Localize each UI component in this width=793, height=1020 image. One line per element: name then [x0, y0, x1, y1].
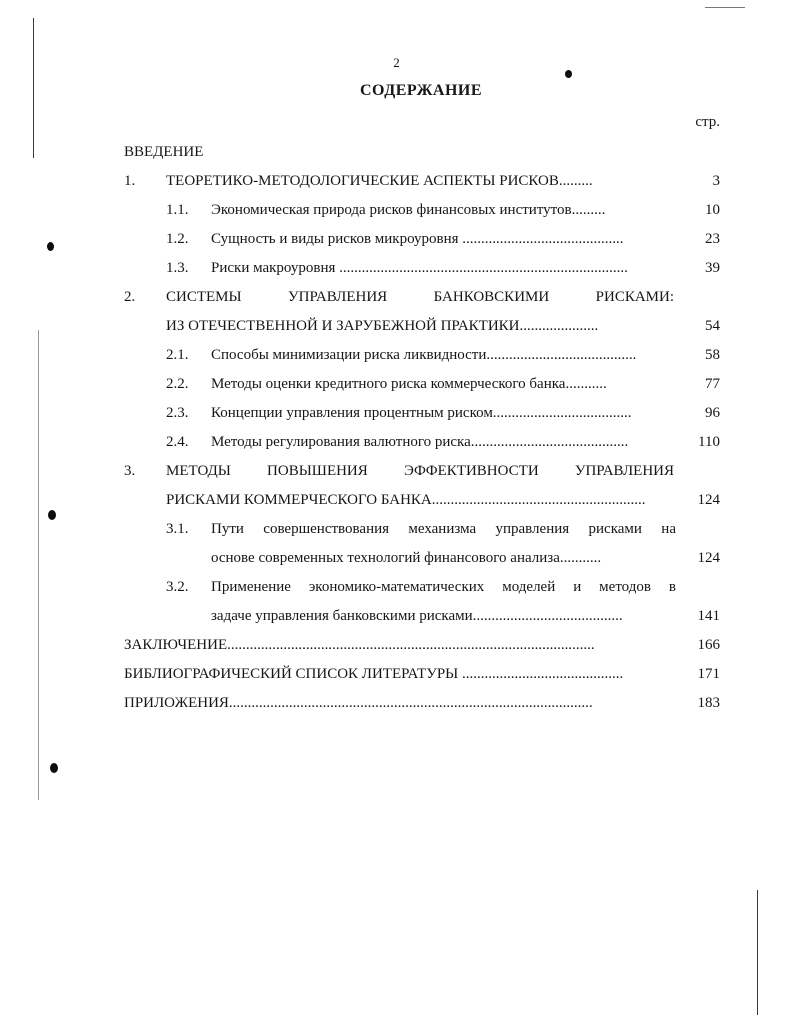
toc-entry-section-3-1[interactable] [0, 518, 793, 540]
toc-entry-bibliography[interactable] [0, 663, 793, 685]
toc-entry-number: 1. [124, 173, 136, 189]
toc-entry-number: 1.1. [166, 202, 189, 218]
scan-speck-4 [50, 763, 58, 773]
toc-entry-page: 77 [705, 376, 720, 392]
toc-entry-page: 54 [705, 318, 720, 334]
toc-entry-intro[interactable] [0, 141, 793, 163]
toc-entry-text: ЗАКЛЮЧЕНИЕ.................................................................................................. [124, 637, 595, 653]
toc-entry-page: 23 [705, 231, 720, 247]
toc-entry-section-2-2[interactable] [0, 373, 793, 395]
toc-entry-page: 183 [697, 695, 720, 711]
toc-entry-section-3-2-continued[interactable] [0, 605, 793, 627]
toc-entry-section-3-1-continued[interactable] [0, 547, 793, 569]
toc-entry-number: 3. [124, 463, 136, 479]
toc-entry-page: 39 [705, 260, 720, 276]
toc-entry-section-1-3[interactable] [0, 257, 793, 279]
toc-entry-number: 2. [124, 289, 136, 305]
toc-entry-section-2-1[interactable] [0, 344, 793, 366]
toc-entry-number: 2.4. [166, 434, 189, 450]
toc-entry-page: 171 [697, 666, 720, 682]
toc-entry-number: 2.2. [166, 376, 189, 392]
toc-entry-page: 124 [697, 492, 720, 508]
toc-entry-chapter-2[interactable] [0, 286, 793, 308]
toc-entry-section-2-3[interactable] [0, 402, 793, 424]
toc-entry-text: ТЕОРЕТИКО-МЕТОДОЛОГИЧЕСКИЕ АСПЕКТЫ РИСКОВ......... [166, 173, 593, 189]
toc-entry-text-line-1: Применение экономико-математических моделей и методов в [211, 579, 676, 595]
toc-entry-page: 10 [705, 202, 720, 218]
toc-entry-section-1-1[interactable] [0, 199, 793, 221]
toc-entry-text: Методы регулирования валютного риска.......................................... [211, 434, 629, 450]
toc-entry-text: Концепции управления процентным риском..................................... [211, 405, 632, 421]
toc-entry-chapter-1[interactable] [0, 170, 793, 192]
toc-entry-page: 110 [698, 434, 720, 450]
toc-entry-page: 141 [697, 608, 720, 624]
toc-entry-chapter-3-continued[interactable] [0, 489, 793, 511]
toc-entry-text: Сущность и виды рисков микроуровня ........................................... [211, 231, 624, 247]
toc-entry-text-line-2: ИЗ ОТЕЧЕСТВЕННОЙ И ЗАРУБЕЖНОЙ ПРАКТИКИ..................... [166, 318, 599, 334]
toc-entry-text-line-2: РИСКАМИ КОММЕРЧЕСКОГО БАНКА......................................................... [166, 492, 646, 508]
toc-entry-text: Методы оценки кредитного риска коммерческого банка........... [211, 376, 607, 392]
scan-speck-1 [565, 70, 572, 78]
toc-entry-text: Способы минимизации риска ликвидности........................................ [211, 347, 637, 363]
toc-entry-chapter-2-continued[interactable] [0, 315, 793, 337]
toc-entry-number: 3.2. [166, 579, 189, 595]
scan-edge-line-top [705, 7, 745, 8]
toc-entry-number: 1.2. [166, 231, 189, 247]
toc-entry-text-line-2: основе современных технологий финансового анализа........... [211, 550, 602, 566]
toc-entry-section-3-2[interactable] [0, 576, 793, 598]
toc-entry-page: 3 [712, 173, 720, 189]
toc-entry-text: Экономическая природа рисков финансовых институтов......... [211, 202, 606, 218]
toc-entry-appendices[interactable] [0, 692, 793, 714]
toc-entry-text: БИБЛИОГРАФИЧЕСКИЙ СПИСОК ЛИТЕРАТУРЫ ........................................... [124, 666, 624, 682]
toc-entry-text: ПРИЛОЖЕНИЯ................................................................................................. [124, 695, 593, 711]
toc-entry-page: 58 [705, 347, 720, 363]
toc-entry-chapter-3[interactable] [0, 460, 793, 482]
toc-entry-text-line-1: МЕТОДЫ ПОВЫШЕНИЯ ЭФФЕКТИВНОСТИ УПРАВЛЕНИЯ [166, 463, 674, 479]
toc-entry-number: 1.3. [166, 260, 189, 276]
toc-entry-section-1-2[interactable] [0, 228, 793, 250]
page-number: 2 [393, 55, 400, 70]
toc-entry-number: 3.1. [166, 521, 189, 537]
toc-entry-text-line-1: СИСТЕМЫ УПРАВЛЕНИЯ БАНКОВСКИМИ РИСКАМИ: [166, 289, 674, 305]
toc-entry-conclusion[interactable] [0, 634, 793, 656]
toc-entry-number: 2.3. [166, 405, 189, 421]
toc-entry-page: 96 [705, 405, 720, 421]
toc-entry-text-line-1: Пути совершенствования механизма управления рисками на [211, 521, 676, 537]
scan-edge-line-right [757, 890, 758, 1015]
toc-entry-page: 166 [697, 637, 720, 653]
toc-entry-number: 2.1. [166, 347, 189, 363]
toc-entry-section-2-4[interactable] [0, 431, 793, 453]
page-column-label: стр. [695, 114, 720, 130]
page-title: СОДЕРЖАНИЕ [359, 82, 483, 99]
toc-entry-text-line-2: задаче управления банковскими рисками........................................ [211, 608, 623, 624]
toc-entry-text: ВВЕДЕНИЕ [124, 144, 204, 160]
toc-entry-text: Риски макроуровня ............................................................................. [211, 260, 628, 276]
toc-entry-page: 124 [697, 550, 720, 566]
